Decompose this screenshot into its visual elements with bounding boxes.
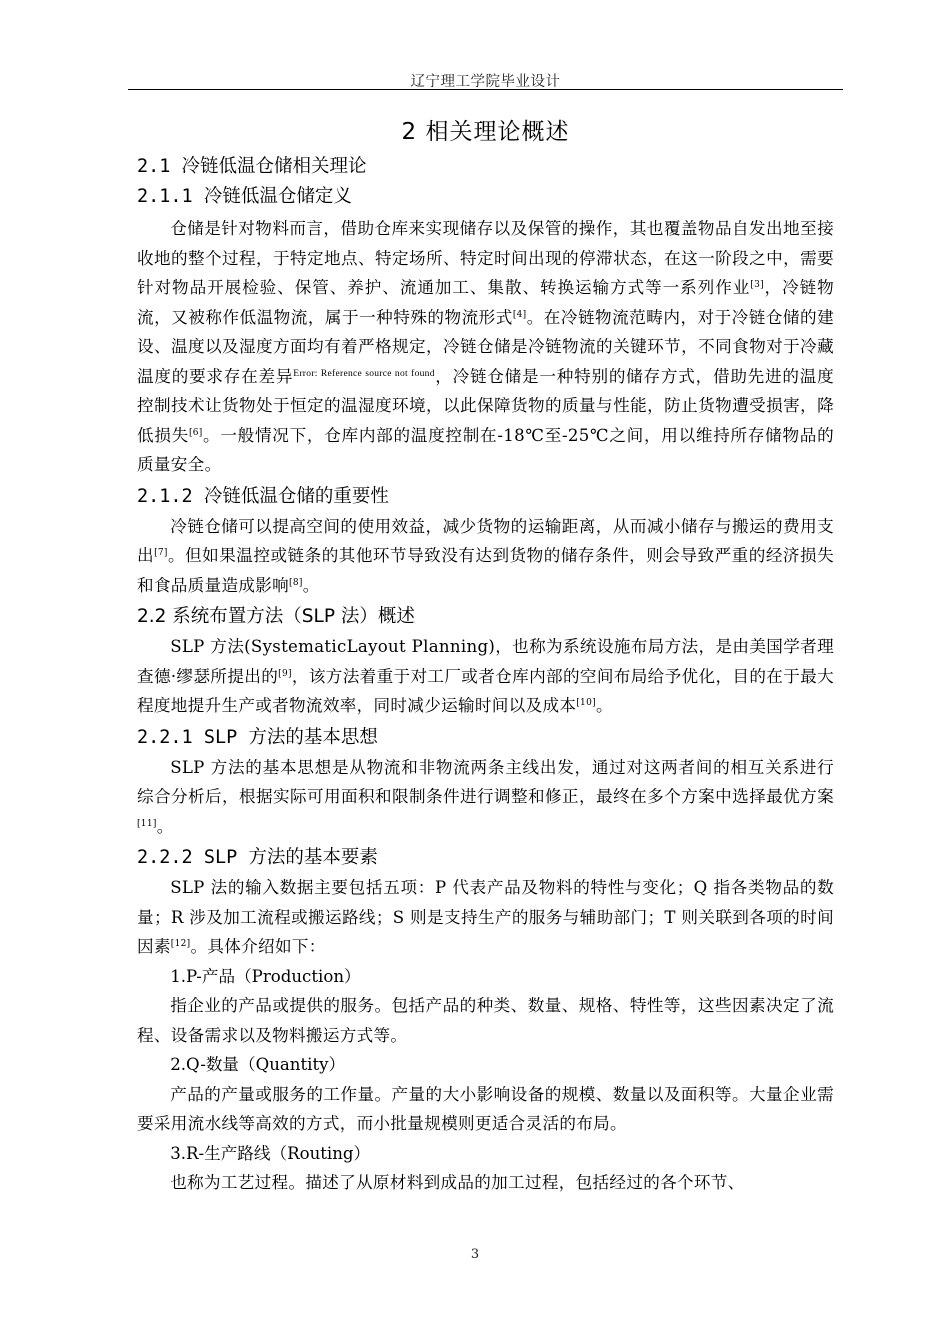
paragraph-slp-overview	[137, 632, 834, 721]
paragraph-text: 。具体介绍如下：	[190, 937, 326, 956]
page-content	[137, 112, 834, 1198]
citation-9[interactable]: [9]	[278, 668, 292, 679]
citation-7[interactable]: [7]	[154, 548, 168, 558]
paragraph-text: 。	[302, 575, 320, 595]
section-heading-2-1: 2.1 冷链低温仓储相关理论	[137, 156, 367, 177]
page-header: 辽宁理工学院毕业设计	[410, 74, 561, 90]
citation-10[interactable]: [10]	[576, 698, 596, 708]
citation-8[interactable]: [8]	[289, 577, 303, 588]
paragraph-text: 。一般情况下，仓库内部的温度控制在-18℃至-25℃之间，用以维持所存储物品的质量安全。	[137, 425, 834, 474]
list-item-title-q: 2.Q-数量（Quantity）	[170, 1055, 346, 1074]
page-number: 3	[470, 1247, 480, 1262]
list-item-title-r: 3.R-生产路线（Routing）	[170, 1143, 371, 1163]
paragraph-text: SLP 方法的基本思想是从物流和非物流两条主线出发，通过对这两者间的相互关系进行综合分析后，根据实际可用面积和限制条件进行调整和修正，最终在多个方案中选择最优方案	[137, 757, 834, 806]
paragraph-slp-idea	[137, 753, 834, 842]
list-item-body-p: 指企业的产品或提供的服务。包括产品的种类、数量、规格、特性等，这些因素决定了流程、设备需求以及物料搬运方式等。	[137, 996, 834, 1045]
citation-error[interactable]: Error: Reference source not found	[293, 368, 435, 379]
paragraph-text: ，冷链仓储是一种特别的储存方式，借助先进的温度控制技术让货物处于恒定的温湿度环境，以此保障货物的质量与性能，防止货物遭受损害，降低损失	[137, 366, 835, 445]
paragraph-text: 。	[595, 696, 613, 715]
section-heading-2-1-2: 2.1.2 冷链低温仓储的重要性	[137, 485, 389, 507]
paragraph-text: SLP 法的输入数据主要包括五项：P 代表产品及物料的特性与变化；Q 指各类物品的数量；R 涉及加工流程或搬运路线；S 则是支持生产的服务与辅助部门；T 则关联到各项的时间因素	[137, 878, 834, 956]
paragraph-text: SLP 方法(SystematicLayout Planning)，也称为系统设施布局方法，是由美国学者理查德·缪瑟所提出的	[137, 637, 834, 686]
header-divider	[128, 89, 843, 90]
paragraph-text: ，冷链物流，又被称作低温物流，属于一种特殊的物流形式	[137, 278, 835, 327]
citation-3[interactable]: [3]	[750, 280, 764, 290]
list-item-title-p: 1.P-产品（Production）	[170, 966, 361, 986]
paragraph-text: 。在冷链物流范畴内，对于冷链仓储的建设、温度以及湿度方面均有着严格规定，冷链仓储是冷链物流的关键环节，不同食物对于冷藏温度的要求存在差异	[137, 307, 834, 386]
citation-11[interactable]: [11]	[137, 818, 157, 829]
paragraph-text: 仓储是针对物料而言，借助仓库来实现储存以及保管的操作，其也覆盖物品自发出地至接收地的整个过程，于特定地点、特定场所、特定时间出现的停滞状态，在这一阶段之中，需要针对物品开展检验、保管、养护、流通加工、集散、转换运输方式等一系列作业	[137, 219, 834, 297]
paragraph-text: 。但如果温控或链条的其他环节导致没有达到货物的储存条件，则会导致严重的经济损失和食品质量造成影响	[137, 546, 834, 595]
section-heading-2-2-1: 2.2.1 SLP 方法的基本思想	[137, 726, 378, 748]
paragraph-text: 冷链仓储可以提高空间的使用效益，减少货物的运输距离，从而减小储存与搬运的费用支出	[137, 516, 834, 565]
citation-4[interactable]: [4]	[512, 309, 527, 320]
citation-12[interactable]: [12]	[170, 939, 191, 949]
citation-6[interactable]: [6]	[188, 427, 203, 438]
chapter-title: 2 相关理论概述	[401, 119, 570, 145]
paragraph-text: 。	[156, 816, 174, 836]
section-heading-2-1-1: 2.1.1 冷链低温仓储定义	[137, 186, 352, 207]
section-heading-2-2: 2.2 系统布置方法（SLP 法）概述	[137, 606, 415, 627]
section-heading-2-2-2: 2.2.2 SLP 方法的基本要素	[137, 847, 378, 868]
list-item-body-r: 也称为工艺过程。描述了从原材料到成品的加工过程，包括经过的各个环节、	[170, 1173, 745, 1192]
paragraph-importance	[137, 512, 834, 601]
paragraph-text: ，该方法着重于对工厂或者仓库内部的空间布局给予优化，目的在于最大程度地提升生产或者物流效率，同时减少运输时间以及成本	[137, 666, 834, 715]
list-item-body-q: 产品的产量或服务的工作量。产量的大小影响设备的规模、数量以及面积等。大量企业需要采用流水线等高效的方式，而小批量规模则更适合灵活的布局。	[137, 1084, 834, 1133]
paragraph-definition	[137, 214, 834, 480]
paragraph-slp-elements	[137, 873, 834, 962]
